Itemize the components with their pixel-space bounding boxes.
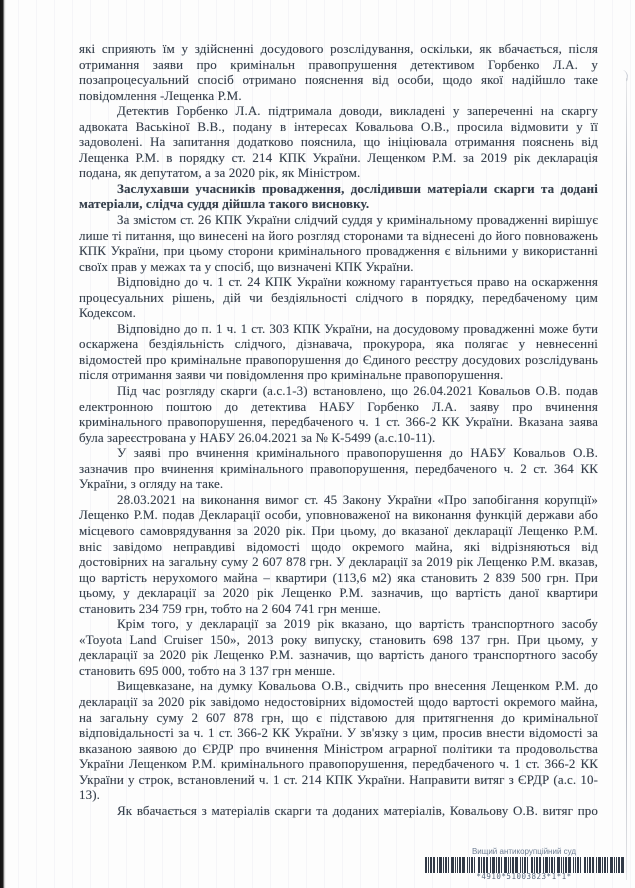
paragraph: Вищевказане, на думку Ковальова О.В., свідчить про внесення Лещенком Р.М. до декларації за 2020 рік завідомо недостовірних відомостей щодо вартості окремого майна, на загальну суму 2 607 878 грн, що є підставою для притягнення до кримінальної відповідальності за ч. 1 ст. 366-2 КК України. У зв'язку з цим, просив внести відомості за вказаною заявою до ЄРДР про вчинення Міністром аграрної політики та продовольства України Лещенком Р.М. кримінального правопорушення, передбаченого ч. 1 ст. 366-2 КК України у строк, встановлений ч. 1 ст. 214 КПК України. Направити витяг з ЄРДР (а.с. 10-13).	[79, 678, 598, 803]
paragraph: Детектив Горбенко Л.А. підтримала доводи, викладені у запереченні на скаргу адвоката Васькіної В.В., подану в інтересах Ковальова О.В., просила відмовити у її задоволені. На запитання додатково пояснила, що ініціювала отримання пояснень від Лещенка Р.М. в порядку ст. 214 КПК України. Лещенком Р.М. за 2019 рік декларація подана, як депутатом, а за 2020 рік, як Міністром.	[79, 103, 598, 181]
paragraph: Заслухавши учасників провадження, дослідивши матеріали скарги та додані матеріали, слідча суддя дійшла такого висновку.	[79, 180, 598, 212]
paragraph: Під час розгляду скарги (а.с.1-3) встановлено, що 26.04.2021 Ковальов О.В. подав електронною поштою до детектива НАБУ Горбенко Л.А. заяву про вчинення кримінального правопорушення, передбаченого ч. 1 ст. 366-2 КК України. Вказана заява була зареєстрована у НАБУ 26.04.2021 за № К-5499 (а.с.10-11).	[79, 383, 598, 445]
paragraph: Як вбачається з матеріалів скарги та доданих матеріалів, Ковальову О.В. витяг про	[117, 802, 598, 818]
barcode	[418, 857, 630, 873]
paragraph: які сприяють їм у здійсненні досудового розслідування, оскільки, як вбачається, після отримання заяви про кримінальн правопрушення детективом Горбенко Л.А. у позапроцесуальний спосіб отримано пояснення від особи, щодо якої надійшло таке повідомлення -Лещенка Р.М.	[79, 41, 598, 103]
court-name-label: Вищий антикорупційний суд	[471, 847, 577, 856]
page-fold-line	[626, 78, 627, 880]
paragraph: У заяві про вчинення кримінального правопорушення до НАБУ Ковальов О.В. зазначив про вчинення кримінального правопорушення, передбаченого ч. 2 ст. 364 КК України, з огляду на таке.	[79, 445, 598, 492]
barcode-number: *4910*51003823*1*1*	[476, 872, 572, 881]
scan-edge	[0, 0, 6, 888]
document-body	[79, 41, 598, 818]
paragraph: Крім того, у декларації за 2019 рік вказано, що вартість транспортного засобу «Toyota Land Cruiser 150», 2013 року випуску, становить 698 137 грн. При цьому, у декларації за 2020 рік Лещенко Р.М. зазначив, що вартість даного транспортного засобу становить 695 000, тобто на 3 137 грн менше.	[79, 616, 598, 678]
paragraph: Відповідно до п. 1 ч. 1 ст. 303 КПК України, на досудовому провадженні може бути оскаржена бездіяльність слідчого, дізнавача, прокурора, яка полягає у невнесенні відомостей про кримінальне правопорушення до Єдиного реєстру досудових розслідувань після отримання заяви чи повідомлення про кримінальне правопорушення.	[79, 320, 598, 383]
paragraph: 28.03.2021 на виконання вимог ст. 45 Закону України «Про запобігання корупції» Лещенко Р.М. подав Декларації особи, уповноваженої на виконання функцій держави або місцевого самоврядування за 2020 рік. При цьому, до вказаної декларації Лещенко Р.М. вніс завідомо неправдиві відомості щодо окремого майна, які відрізняються від достовірних на загальну суму 2 607 878 грн. У декларації за 2019 рік Лещенко Р.М. вказав, що вартість нерухомого майна – квартири (113,6 м2) яка становить 2 839 500 грн. При цьому, у декларації за 2020 рік Лещенко Р.М. зазначив, що вартість даної квартири становить 234 759 грн, тобто на 2 604 741 грн менше.	[79, 491, 598, 616]
page-fold-hook	[618, 69, 628, 81]
paragraph: За змістом ст. 26 КПК України слідчий суддя у кримінальному провадженні вирішує лише ті питання, що винесені на його розгляд сторонами та віднесені до його повноважень КПК України, при цьому сторони кримінального провадження є вільними у використанні своїх прав у межах та у спосіб, що визначені КПК України.	[79, 212, 598, 274]
court-barcode-block	[418, 847, 630, 881]
paragraph: Відповідно до ч. 1 ст. 24 КПК України кожному гарантується право на оскарження процесуальних рішень, дій чи бездіяльності слідчого в порядку, передбаченому цим Кодексом.	[79, 274, 598, 321]
